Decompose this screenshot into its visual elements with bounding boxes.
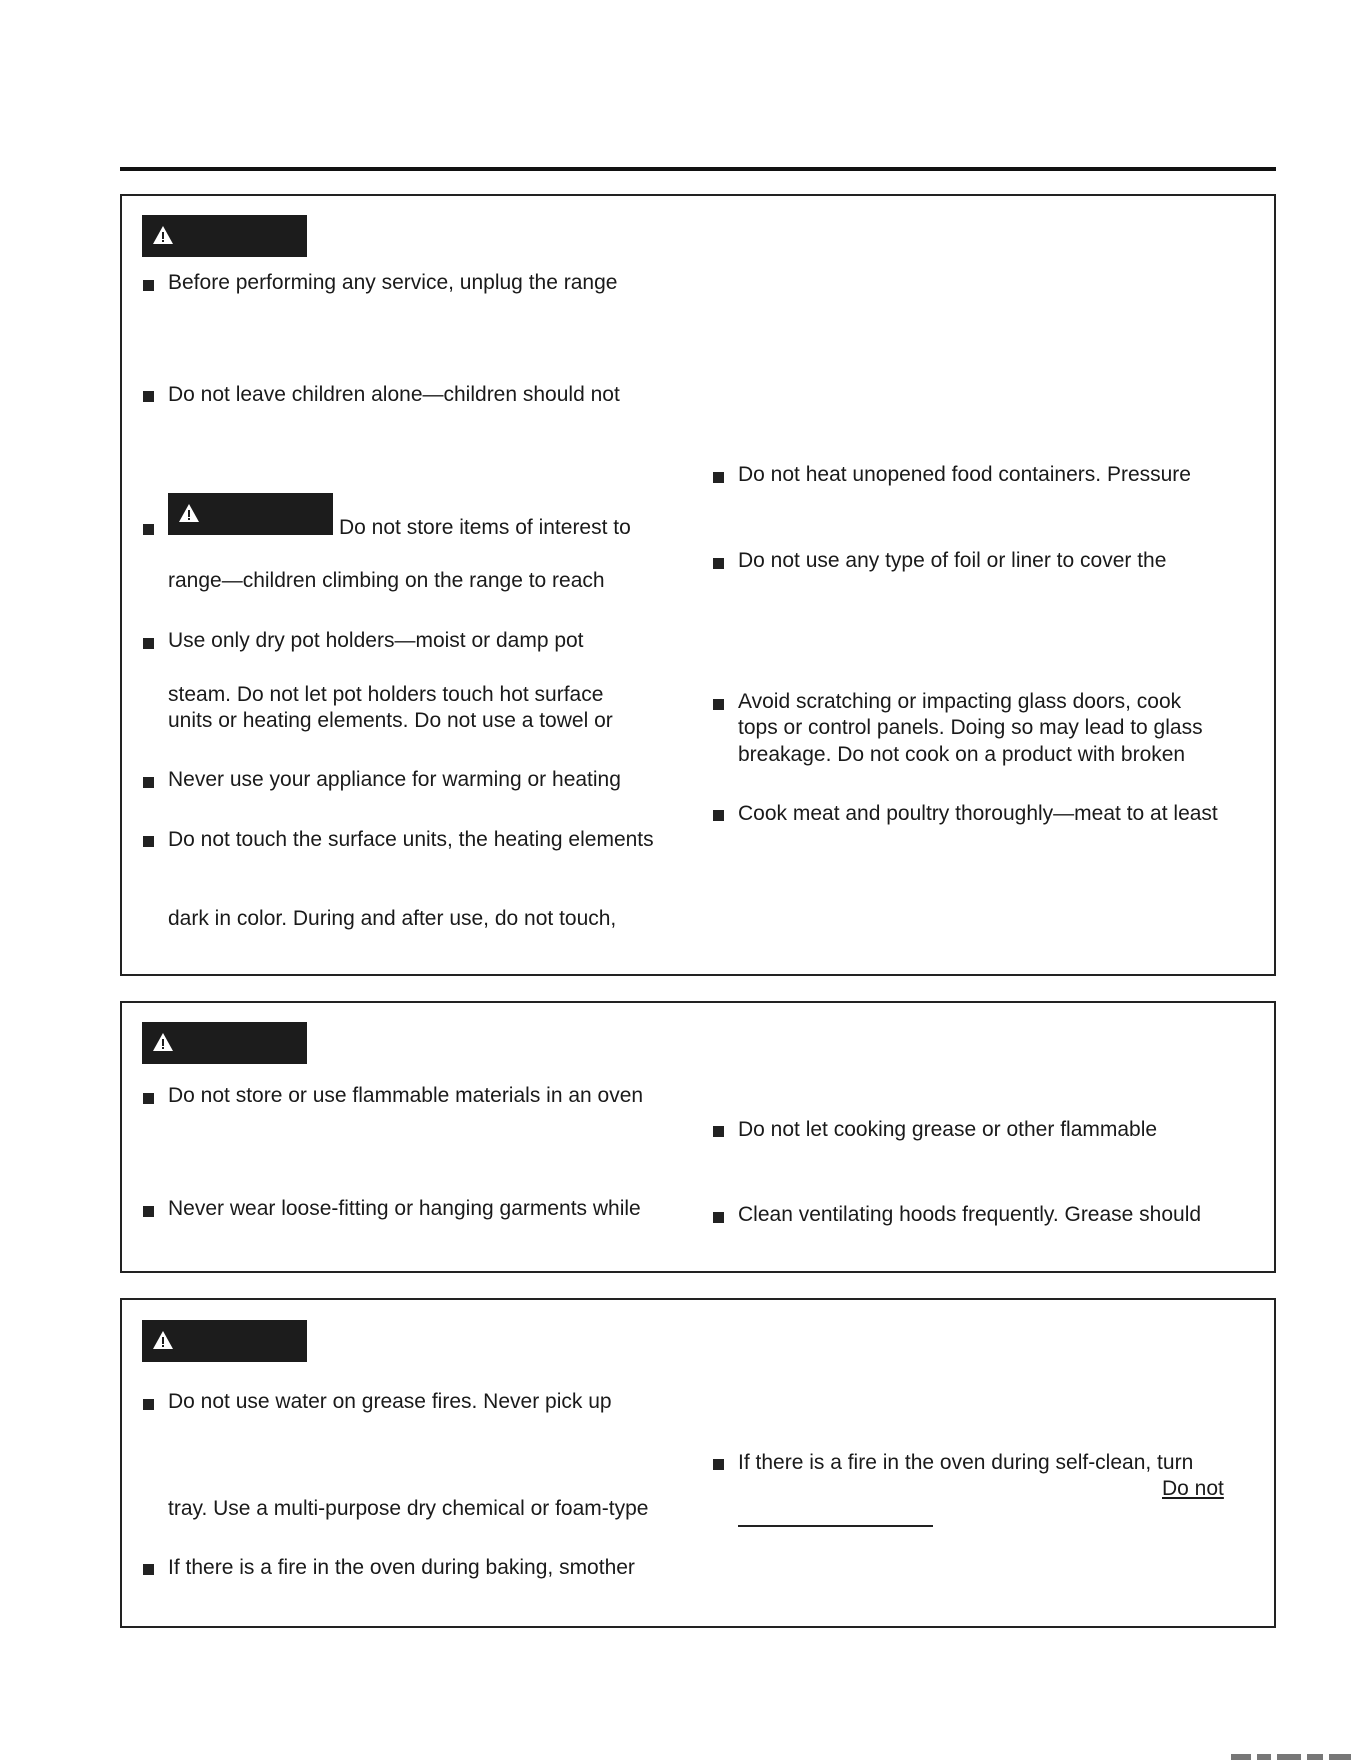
panel1-right-text-4: tops or control panels. Doing so may lead to glass [738, 716, 1203, 739]
panel1-left-text-7: units or heating elements. Do not use a towel or [168, 709, 613, 732]
panel1-right-text-3: Avoid scratching or impacting glass doors, cook [738, 690, 1182, 713]
panel2-right-text-2: Clean ventilating hoods frequently. Grease should [738, 1203, 1202, 1226]
caution-badge [168, 493, 333, 535]
panel3-left-text-2: tray. Use a multi-purpose dry chemical or foam-type [168, 1497, 649, 1520]
panel1-left-text-8: Never use your appliance for warming or heating [168, 768, 621, 791]
square-bullet-icon [713, 1459, 724, 1470]
panel3-right-text-2: Do not [1162, 1477, 1224, 1500]
square-bullet-icon [143, 1206, 154, 1217]
warning-triangle-icon [152, 1032, 174, 1052]
warning-badge [142, 1022, 307, 1064]
panel2-left-text-1: Do not store or use flammable materials in an oven [168, 1084, 644, 1107]
header-rule [120, 167, 1276, 171]
square-bullet-icon [143, 280, 154, 291]
panel1-left-text-9: Do not touch the surface units, the heating elements [168, 828, 654, 851]
square-bullet-icon [143, 638, 154, 649]
square-bullet-icon [713, 558, 724, 569]
square-bullet-icon [143, 524, 154, 535]
panel2-left-text-2: Never wear loose-fitting or hanging garments while [168, 1197, 641, 1220]
panel1-right-text-6: Cook meat and poultry thoroughly—meat to at least [738, 802, 1218, 825]
square-bullet-icon [143, 1093, 154, 1104]
panel3-left-text-1: Do not use water on grease fires. Never pick up [168, 1390, 612, 1413]
panel1-left-text-2: Do not leave children alone—children should not [168, 383, 620, 406]
panel3-left-text-3: If there is a fire in the oven during baking, smother [168, 1556, 635, 1579]
square-bullet-icon [713, 810, 724, 821]
warning-badge [142, 1320, 307, 1362]
square-bullet-icon [713, 699, 724, 710]
panel1-left-text-4: range—children climbing on the range to reach [168, 569, 605, 592]
warning-badge [142, 215, 307, 257]
square-bullet-icon [143, 1399, 154, 1410]
panel1-right-text-5: breakage. Do not cook on a product with broken [738, 743, 1186, 766]
warning-triangle-icon [152, 1330, 174, 1350]
panel2-right-text-1: Do not let cooking grease or other flammable [738, 1118, 1158, 1141]
underline-rule [738, 1525, 933, 1527]
footer-marks [1231, 1754, 1361, 1760]
panel1-left-text-10: dark in color. During and after use, do not touch, [168, 907, 617, 930]
panel1-left-text-3: Do not store items of interest to [339, 516, 631, 539]
warning-triangle-icon [178, 503, 200, 523]
square-bullet-icon [143, 391, 154, 402]
panel1-left-text-5: Use only dry pot holders—moist or damp pot [168, 629, 584, 652]
square-bullet-icon [143, 777, 154, 788]
panel1-left-text-6: steam. Do not let pot holders touch hot surface [168, 683, 604, 706]
square-bullet-icon [713, 1126, 724, 1137]
square-bullet-icon [143, 1564, 154, 1575]
panel1-right-text-2: Do not use any type of foil or liner to cover the [738, 549, 1167, 572]
square-bullet-icon [143, 836, 154, 847]
panel3-right-text-1: If there is a fire in the oven during self-clean, turn [738, 1451, 1194, 1474]
square-bullet-icon [713, 1212, 724, 1223]
panel1-right-text-1: Do not heat unopened food containers. Pressure [738, 463, 1191, 486]
panel1-left-text-1: Before performing any service, unplug the range [168, 271, 618, 294]
square-bullet-icon [713, 472, 724, 483]
warning-triangle-icon [152, 225, 174, 245]
